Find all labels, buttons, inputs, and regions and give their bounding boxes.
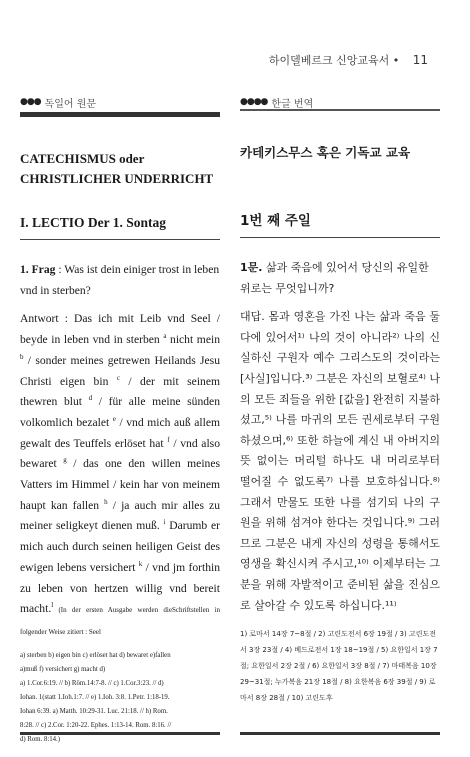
bullet-dots-icon: ●●●● (240, 97, 268, 107)
section-rule (20, 112, 220, 117)
korean-lectio-heading: 1번 째 주일 (240, 209, 440, 238)
korean-footnotes: 1) 로마서 14장 7~8절 / 2) 고린도전서 6장 19절 / 3) 고린도전서 3장 23절 / 4) 베드로전서 1장 18~19절 / 5) 요한일서 1장 7절; 요한일서 2장 2절 / 6) 요한일서 3장 8절 / 7) 마태복음 10장 29~31절; 누가복음 21장 18절 / 8) 요한복음 6장 39절 / 9) 로마서 8장 28절 / 10) 고린도후 (240, 630, 438, 703)
running-header (269, 52, 428, 68)
bullet-dots-icon: ●●● (20, 97, 41, 107)
page-number: 11 (412, 53, 428, 67)
german-lectio-heading: I. LECTIO Der 1. Sontag (20, 215, 220, 240)
korean-body (240, 258, 440, 616)
german-question: 1. Frag : Was ist dein einiger trost in leben vnd in sterben? (20, 263, 220, 297)
german-section-label: ●●● 독일어 원문 (20, 97, 97, 110)
bottom-rule (20, 732, 220, 735)
korean-answer: 대답. 몸과 영혼을 가진 나는 삶과 죽음 둘 다에 있어서¹⁾ 나의 것이 아니라²⁾ 나의 신실하신 구원자 예수 그리스도의 것이라는 [사실]입니다.³⁾ 그분은 자신의 보혈로⁴⁾ 나의 모든 죄들을 위한 [값을] 완전히 지불하셨고,⁵⁾ 나를 마귀의 모든 권세로부터 구원하셨으며,⁶⁾ 또한 하늘에 계신 내 아버지의 뜻 없이는 머리털 하나도 내 머리로부터 떨어질 수 없도록⁷⁾ 나를 보호하십니다.⁸⁾ 그래서 만물도 또한 나를 섬기되 나의 구원을 위해 섬겨야 한다는 것입니다.⁹⁾ 그러므로 그분은 내게 자신의 성령을 통해서도 영생을 확신시켜 주시고,¹⁰⁾ 이제부터는 그분을 위해 자발적이고 준비된 삶을 진심으로 살아갈 수 있도록 하십니다.¹¹⁾ (240, 310, 440, 612)
korean-column (240, 95, 440, 706)
book-title: 하이델베르크 신앙교육서 • (268, 54, 400, 67)
korean-section-label: ●●●● 한글 번역 (240, 97, 314, 110)
korean-title: 카테키스무스 혹은 기독교 교육 (240, 145, 411, 160)
section-rule (240, 109, 440, 111)
german-body (20, 260, 220, 643)
german-answer: Antwort : Das ich mit Leib vnd Seel / beyde in leben vnd in sterben $^a$ nicht mein $^b$ / sonder meines getrewen Heilands Jesu Christi eigen bin $^c$ / der mit seinem thewren blut $^d$ / für alle meine sünden volkomlich bezalet $^e$ / vnd mich auß allem gewalt des Teuffels erlöset hat $^f$ / vnd also bewaret $^g$ / das one den willen meines Vatters im Himmel / kein har von meinem haupt kan fallen $^h$ / ja auch mir alles zu meiner seligkeyt dienen muß. $^i$ Darumb er mich auch durch seinen heiligen Geist des ewigen lebens versichert $^k$ / vnd jm forthin zu leben von hertzen willig vnd bereit macht.$^l$ (In der ersten Ausgabe werden dieSchriftstellen in folgender Weise zitiert : Seel (20, 312, 221, 636)
german-footnotes: a) sterben b) eigen bin c) erlöset hat d) bewaret e)fallen a)muß f) versichert g) macht d) a) 1.Cor.6:19. // b) Röm.14:7-8. // c) 1.Cor.3:23. // d) Iohan. 1(statt 1.Ioh.1:7. // e) 1.Ioh. 3:8. 1.Petr. 1:18-19. Iohan 6:39. a) Matth. 10:29-31. Luc. 21:18. // h) Rom. 8:28. // c) 2.Cor. 1:20-22. Ephes. 1:13-14. Rom. 8:16. // d) Rom. 8:14.) (20, 651, 172, 743)
korean-question: 1문. 삶과 죽음에 있어서 당신의 유일한 위로는 무엇입니까? (240, 261, 429, 295)
german-title: CATECHISMUS oder CHRISTLICHER UNDERRICHT (20, 151, 214, 186)
bottom-rule (240, 732, 440, 735)
german-column (20, 95, 220, 747)
